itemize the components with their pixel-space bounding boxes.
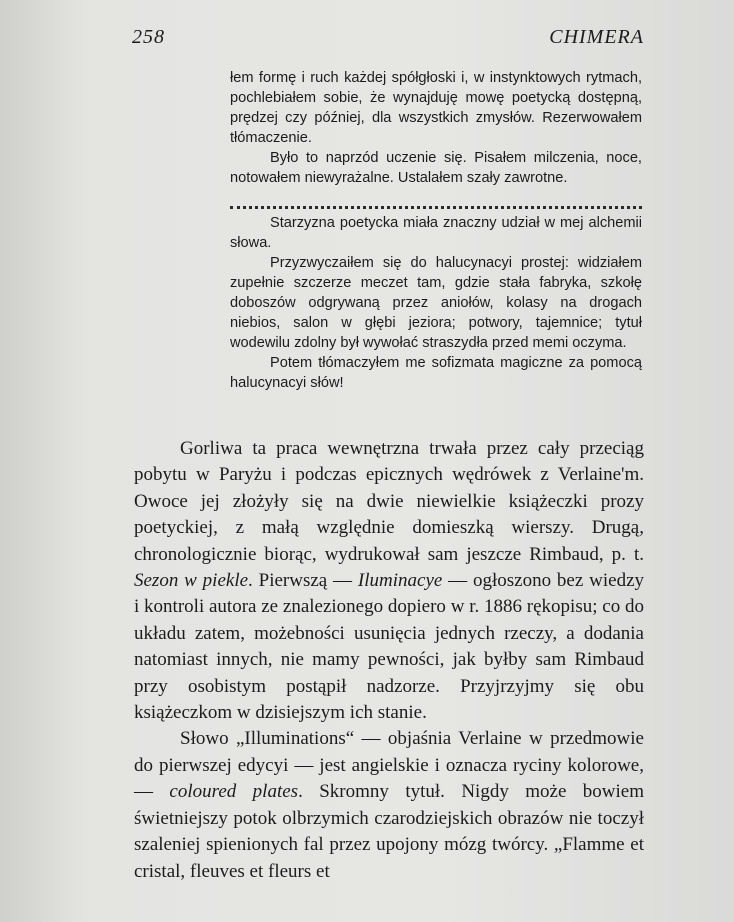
text-run: — ogłoszono bez wiedzy i kontroli autora ze znalezionego dopiero w r. 1886 rękopisu; co do układu zatem, możebności usunięcia jednych rzeczy, a dodania natomiast innych, nie mamy pewności, jak byłby sam Rimbaud przy osobistym postąpił nadzorze. Przyjrzyjmy się obu książeczkom w dzisiejszym ich stanie. [134,570,645,724]
quote-paragraph: łem formę i ruch każdej spółgłoski i, w instynktowych rytmach, pochlebiałem sobie, że wynajduję mowę poetycką dostępną, prędzej czy później, dla wszystkich zmysłów. Rezerwowałem tłómaczenie. [230,70,642,146]
quote-paragraph: Starzyzna poetycka miała znaczny udział w mej alchemii słowa. [230,215,642,251]
journal-title: CHIMERA [549,26,644,48]
quote-paragraph: Potem tłómaczyłem me sofizmata magiczne za pomocą halucynacyi słów! [230,355,642,391]
main-text [134,436,644,885]
text-run: Gorliwa ta praca wewnętrzna trwała przez cały przeciąg pobytu w Paryżu i podczas epicznych wędrówek z Verlaine'm. Owoce jej złożyły się na dwie niewielkie książeczki prozy poetyckiej, z małą względnie domieszką wierszy. Drugą, chronologicznie biorąc, wydrukował sam jeszcze Rimbaud, p. t. [134,438,644,565]
quoted-passage [230,68,642,393]
quote-paragraph: Przyzwyczaiłem się do halucynacyi prostej: widziałem zupełnie szczerze meczet tam, gdzie stała fabryka, szkołę doboszów odgrywaną przez aniołów, kolasy na drogach niebios, salon w głębi jeziora; potwory, tajemnice; tytuł wodewilu zdolny był wywołać straszydła przed memi oczyma. [230,255,642,351]
quote-paragraph: Było to naprzód uczenie się. Pisałem milczenia, noce, notowałem niewyrażalne. Ustalałem szały zawrotne. [230,150,642,186]
text-run: . Skromny tytuł. Nigdy może bowiem świetniejszy potok olbrzymich czarodziejskich obrazów nie toczył szaleniej spienionych fal przez upojony mózg twórcy. „Flamme et cristal, fleuves et fleurs et [134,781,645,882]
text-run: . Pierwszą — [248,570,358,592]
page-number: 258 [132,26,165,48]
italic-title: Iluminacye [357,570,443,592]
text-run: Słowo „Illuminations“ — objaśnia Verlaine w przedmowie do pierwszej edycyi — jest angielskie i oznacza ryciny kolorowe, — [134,728,644,803]
ellipsis-divider [230,190,642,209]
italic-title: Sezon w piekle [134,570,249,592]
body-paragraph [134,726,644,884]
italic-title: coloured plates [169,781,299,803]
body-paragraph [134,436,644,726]
